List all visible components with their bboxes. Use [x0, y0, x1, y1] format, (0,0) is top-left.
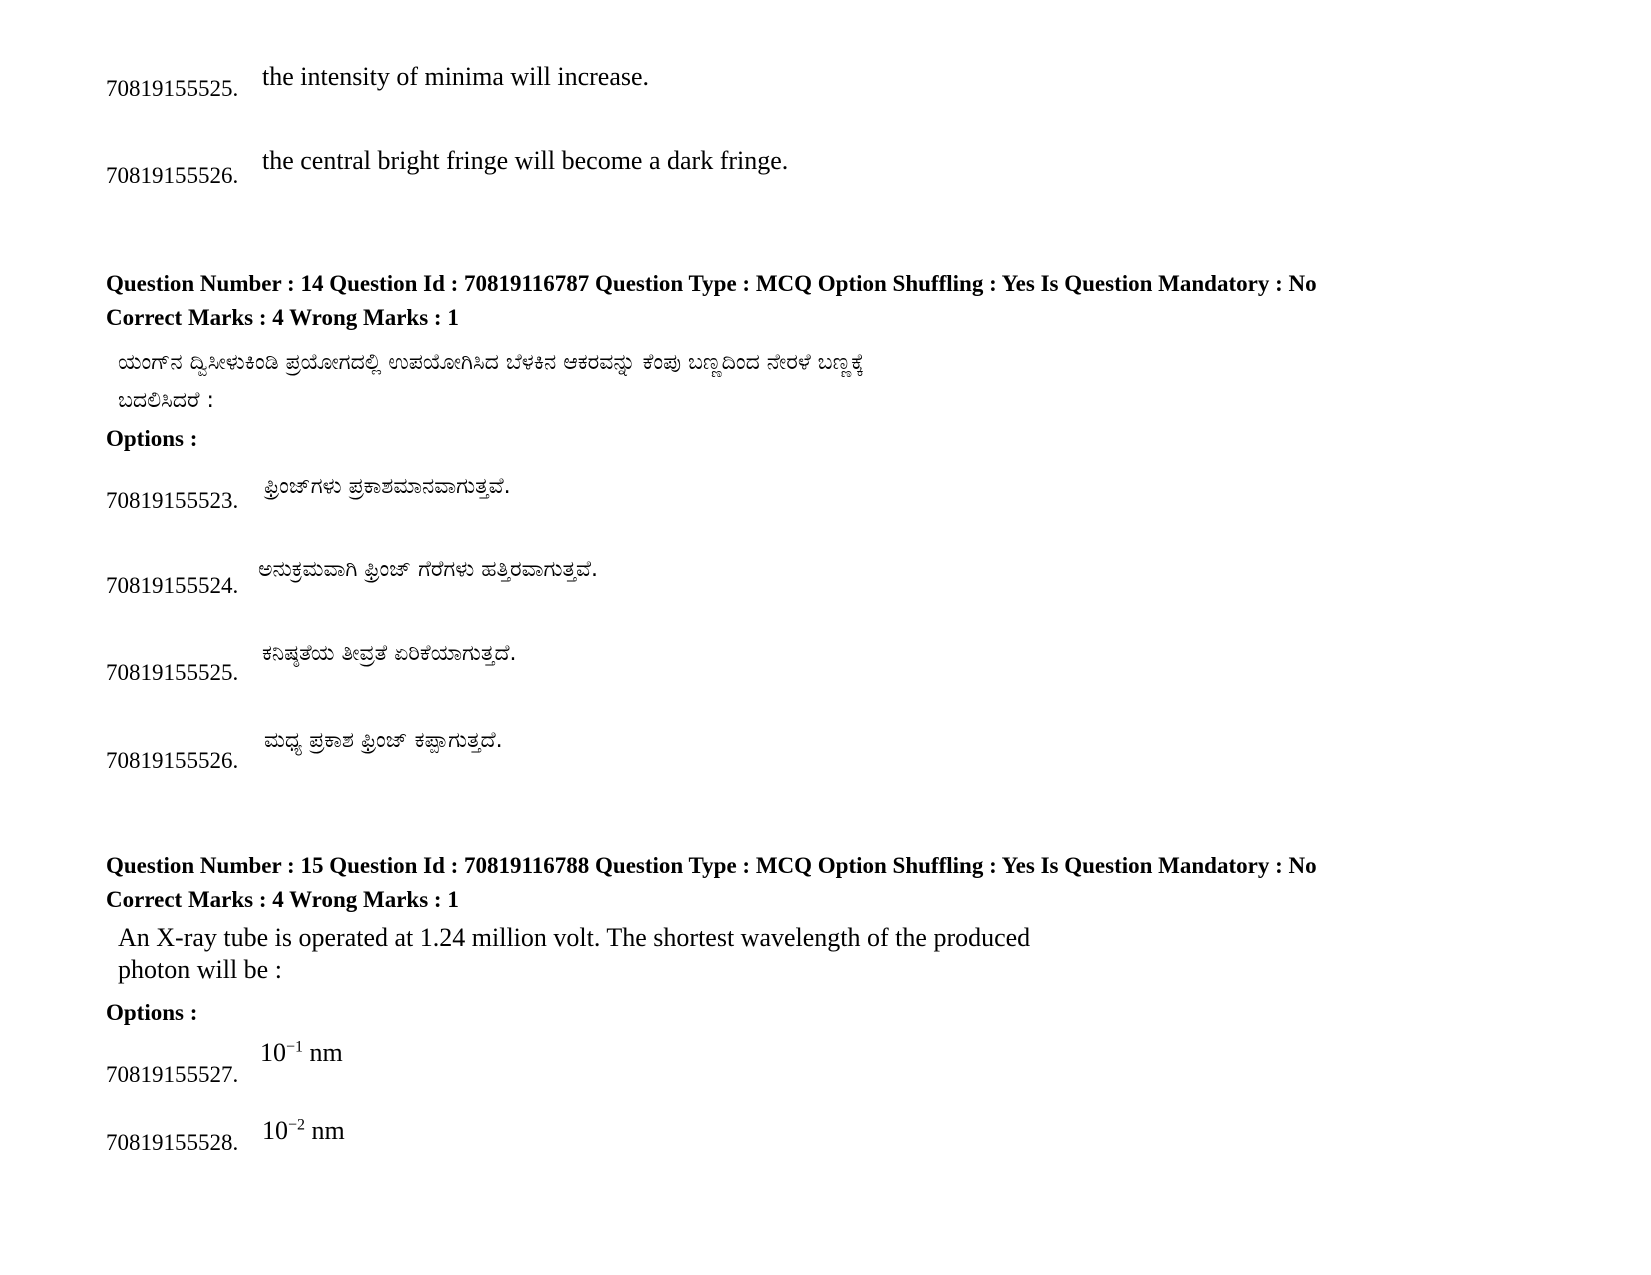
question-15-meta: Question Number : 15 Question Id : 70819116788 Question Type : MCQ Option Shuffling : Yes Is Question Mandatory : No — [106, 853, 1317, 878]
question-14-text-line1: ಯಂಗ್‌ನ ದ್ವಿಸೀಳುಕಿಂಡಿ ಪ್ರಯೋಗದಲ್ಲಿ ಉಪಯೋಗಿಸಿದ ಬೆಳಕಿನ ಆಕರವನ್ನು ಕೆಂಪು ಬಣ್ಣದಿಂದ ನೇರಳೆ ಬಣ್ಣಕ್ಕೆ — [118, 350, 865, 375]
option-id: 70819155524. — [106, 573, 239, 598]
option-text: the intensity of minima will increase. — [262, 62, 650, 91]
option-text: ಕನಿಷ್ಠತೆಯ ತೀವ್ರತೆ ಏರಿಕೆಯಾಗುತ್ತದೆ. — [262, 641, 517, 666]
option-text: ಫ್ರಿಂಜ್‌ಗಳು ಪ್ರಕಾಶಮಾನವಾಗುತ್ತವೆ. — [264, 474, 511, 499]
option-id: 70819155523. — [106, 488, 239, 513]
option-text — [260, 1038, 343, 1068]
options-label: Options : — [106, 1000, 198, 1025]
option-text: ಮಧ್ಯ ಪ್ರಕಾಶ ಫ್ರಿಂಜ್ ಕಪ್ಪಾಗುತ್ತದೆ. — [264, 728, 503, 753]
question-14-marks: Correct Marks : 4 Wrong Marks : 1 — [106, 305, 459, 330]
option-text — [262, 1116, 345, 1146]
option-id: 70819155526. — [106, 163, 239, 188]
option-unit: nm — [309, 1038, 343, 1067]
option-id: 70819155525. — [106, 660, 239, 685]
option-base: 10 — [260, 1038, 286, 1067]
question-15-text-line1: An X-ray tube is operated at 1.24 million volt. The shortest wavelength of the produced — [118, 923, 1031, 952]
option-text: the central bright fringe will become a dark fringe. — [262, 146, 789, 175]
option-base: 10 — [262, 1116, 288, 1145]
options-label: Options : — [106, 426, 198, 451]
option-id: 70819155527. — [106, 1062, 239, 1087]
option-text: ಅನುಕ್ರಮವಾಗಿ ಫ್ರಿಂಜ್ ಗೆರೆಗಳು ಹತ್ತಿರವಾಗುತ್ತವೆ. — [258, 557, 598, 582]
option-id: 70819155528. — [106, 1130, 239, 1155]
option-unit: nm — [311, 1116, 345, 1145]
option-id: 70819155526. — [106, 748, 239, 773]
question-14-text-line2: ಬದಲಿಸಿದರೆ : — [118, 388, 214, 413]
option-exponent: −2 — [288, 1116, 306, 1134]
option-exponent: −1 — [286, 1038, 304, 1056]
question-15-marks: Correct Marks : 4 Wrong Marks : 1 — [106, 887, 459, 912]
question-14-meta: Question Number : 14 Question Id : 70819116787 Question Type : MCQ Option Shuffling : Yes Is Question Mandatory : No — [106, 271, 1317, 296]
option-id: 70819155525. — [106, 76, 239, 101]
question-15-text-line2: photon will be : — [118, 955, 282, 984]
